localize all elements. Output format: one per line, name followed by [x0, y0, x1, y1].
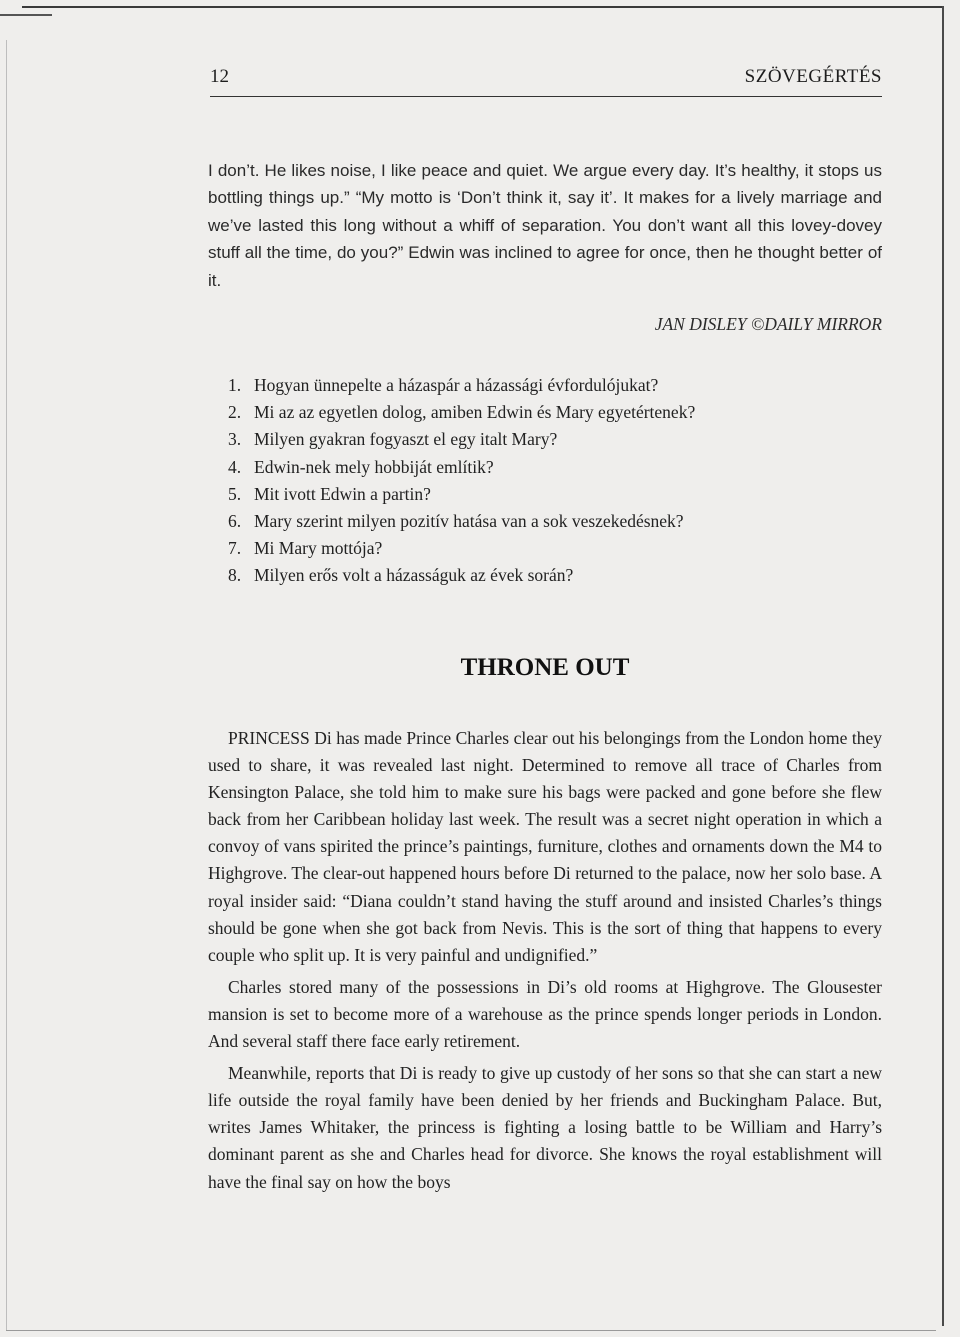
page-edge-right — [942, 6, 944, 1326]
source-credit: JAN DISLEY ©DAILY MIRROR — [654, 314, 882, 334]
question-number: 1. — [228, 375, 242, 395]
article-paragraph: PRINCESS Di has made Prince Charles clear out his belongings from the London home they used to share, it was revealed last night. Determined to remove all trace of Charles from Kensington Palace, she told him to make sure his bags were packed and gone before she flew back from her Caribbean holiday last week. The result was a secret night operation in which a convoy of vans spirited the prince’s paintings, furniture, clothes and ornaments down the M4 to Highgrove. The clear-out happened hours before Di returned to the palace, now her solo base. A royal insider said: “Diana couldn’t stand having the stuff around and insisted Charles’s things should be gone when she got back from Nevis. This is the sort of thing that happens to every couple who split up. It is very painful and undignified.” — [208, 728, 882, 965]
question-item — [228, 508, 868, 535]
question-number: 4. — [228, 456, 242, 477]
question-item — [228, 399, 868, 426]
page-number: 12 — [210, 66, 229, 87]
page-edge-mark — [0, 14, 52, 16]
article-paragraph: Charles stored many of the possessions in Di’s old rooms at Highgrove. The Glousester mansion is set to become more of a warehouse as the prince spends longer periods in London. And several staff there face early retirement. — [208, 976, 882, 1052]
question-text: Hogyan ünnepelte a házaspár a házassági évfordulójukat? — [254, 375, 659, 395]
page-edge-top — [22, 6, 942, 8]
question-number: 5. — [228, 483, 242, 504]
question-item — [228, 426, 868, 453]
question-item — [228, 372, 868, 399]
page-edge-left — [6, 40, 7, 1330]
question-text: Milyen gyakran fogyaszt el egy italt Mary? — [254, 429, 558, 450]
article-body — [208, 725, 882, 1201]
intro-paragraph: I don’t. He likes noise, I like peace and quiet. We argue every day. It’s healthy, it stops us bottling things up.” “My motto is ‘Don’t think it, say it’. It makes for a lively marriage and we’ve lasted this long without a whiff of separation. You don’t want all this lovey-dovey stuff all the time, do you?” Edwin was inclined to agree for once, then he thought better of it. — [208, 161, 882, 290]
question-item — [228, 481, 868, 508]
running-header — [210, 66, 882, 96]
question-item — [228, 562, 868, 589]
question-number: 7. — [228, 538, 242, 559]
question-text: Mary szerint milyen pozitív hatása van a sok veszekedésnek? — [254, 510, 684, 531]
question-number: 2. — [228, 402, 242, 423]
question-number: 6. — [228, 510, 242, 531]
question-number: 8. — [228, 565, 242, 586]
question-text: Milyen erős volt a házasságuk az évek során? — [254, 565, 574, 586]
header-rule — [210, 96, 882, 97]
page-edge-bottom — [6, 1330, 936, 1331]
question-text: Mi az az egyetlen dolog, amiben Edwin és Mary egyetértenek? — [254, 402, 696, 423]
question-item — [228, 454, 868, 481]
section-title: SZÖVEGÉRTÉS — [744, 66, 882, 87]
question-text: Mit ivott Edwin a partin? — [254, 483, 431, 504]
question-list — [228, 372, 868, 590]
question-item — [228, 535, 868, 562]
article-title: THRONE OUT — [460, 654, 630, 681]
article-paragraph: Meanwhile, reports that Di is ready to give up custody of her sons so that she can start a new life outside the royal family have been denied by her friends and Buckingham Palace. But, writes James Whitaker, the princess is fighting a losing battle to be William and Harry’s dominant parent as she and Charles head for divorce. She knows the royal establishment will have the final say on how the boys — [208, 1063, 882, 1192]
question-number: 3. — [228, 429, 242, 450]
question-text: Mi Mary mottója? — [254, 538, 383, 559]
question-text: Edwin-nek mely hobbiját említik? — [254, 456, 494, 477]
